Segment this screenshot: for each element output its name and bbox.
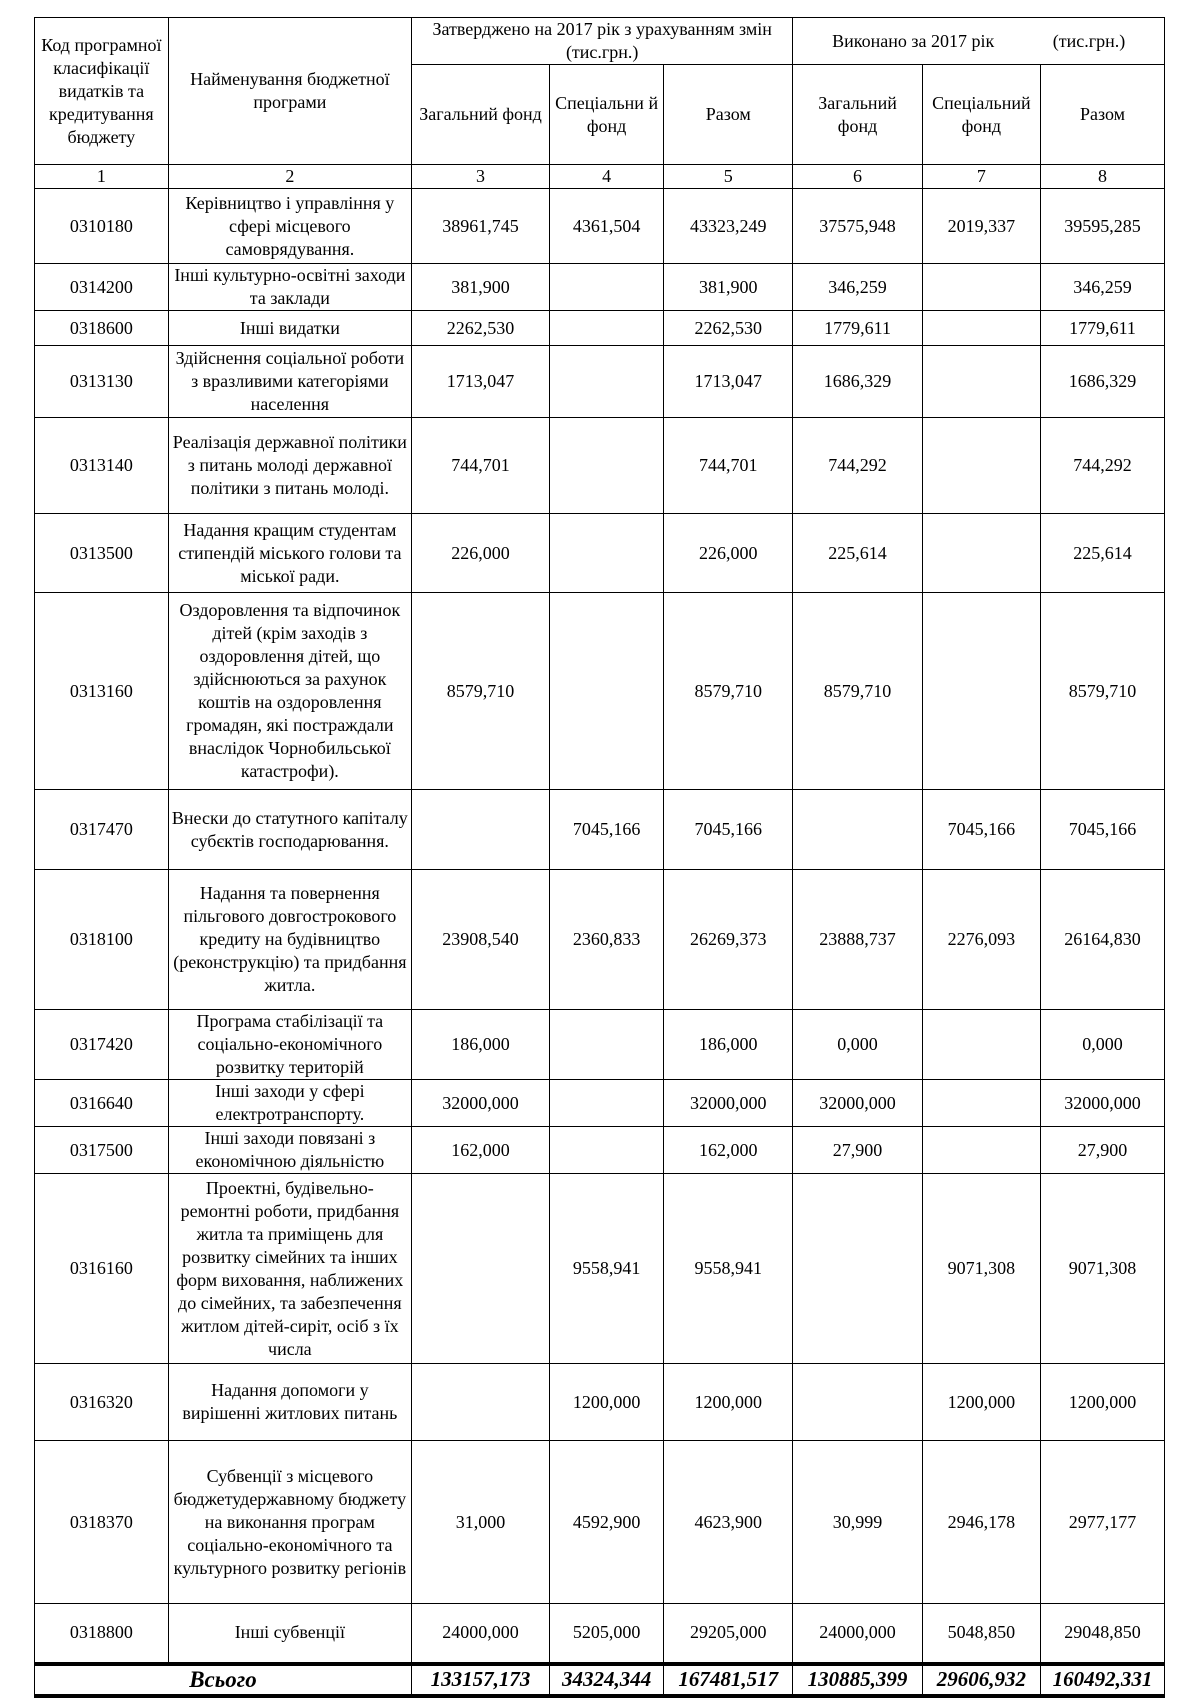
program-code: 0310180 bbox=[35, 189, 169, 264]
total-value: 130885,399 bbox=[793, 1664, 922, 1696]
program-code: 0313130 bbox=[35, 346, 169, 418]
index-cell: 3 bbox=[412, 165, 550, 189]
value-cell: 0,000 bbox=[793, 1010, 922, 1080]
table-row bbox=[35, 514, 1165, 593]
program-name: Надання кращим студентам стипендій міського голови та міської ради. bbox=[168, 514, 411, 593]
value-cell: 5205,000 bbox=[550, 1604, 664, 1664]
table-row bbox=[35, 1604, 1165, 1664]
value-cell: 1200,000 bbox=[1041, 1364, 1165, 1441]
total-value: 34324,344 bbox=[550, 1664, 664, 1696]
program-name: Внески до статутного капіталу субєктів господарювання. bbox=[168, 790, 411, 870]
table-row bbox=[35, 1080, 1165, 1127]
value-cell bbox=[550, 346, 664, 418]
program-name: Проектні, будівельно-ремонтні роботи, придбання житла та приміщень для розвитку сімейних та інших форм виховання, наближених до сімейних, та забезпечення житлом дітей-сиріт, осіб з їх числа bbox=[168, 1174, 411, 1364]
value-cell: 9071,308 bbox=[1041, 1174, 1165, 1364]
table-row bbox=[35, 1174, 1165, 1364]
program-name: Здійснення соціальної роботи з вразливими категоріями населення bbox=[168, 346, 411, 418]
index-cell: 7 bbox=[922, 165, 1040, 189]
value-cell bbox=[922, 514, 1040, 593]
program-name: Надання допомоги у вирішенні житлових питань bbox=[168, 1364, 411, 1441]
value-cell bbox=[550, 593, 664, 790]
index-cell: 5 bbox=[664, 165, 793, 189]
value-cell: 27,900 bbox=[793, 1127, 922, 1174]
value-cell bbox=[412, 1364, 550, 1441]
program-name: Інші культурно-освітні заходи та заклади bbox=[168, 264, 411, 311]
value-cell: 381,900 bbox=[664, 264, 793, 311]
program-name: Інші субвенції bbox=[168, 1604, 411, 1664]
total-value: 29606,932 bbox=[922, 1664, 1040, 1696]
value-cell: 23888,737 bbox=[793, 870, 922, 1010]
program-name: Інші видатки bbox=[168, 311, 411, 346]
value-cell bbox=[550, 311, 664, 346]
index-cell: 8 bbox=[1041, 165, 1165, 189]
value-cell: 162,000 bbox=[664, 1127, 793, 1174]
value-cell bbox=[550, 1127, 664, 1174]
value-cell: 7045,166 bbox=[664, 790, 793, 870]
value-cell: 226,000 bbox=[412, 514, 550, 593]
value-cell bbox=[412, 790, 550, 870]
header-sub: Разом bbox=[664, 65, 793, 165]
program-code: 0313140 bbox=[35, 418, 169, 514]
value-cell: 8579,710 bbox=[1041, 593, 1165, 790]
total-label: Всього bbox=[35, 1664, 412, 1696]
table-row bbox=[35, 1441, 1165, 1604]
index-cell: 6 bbox=[793, 165, 922, 189]
total-value: 167481,517 bbox=[664, 1664, 793, 1696]
program-name: Програма стабілізації та соціально-економічного розвитку територій bbox=[168, 1010, 411, 1080]
value-cell: 4592,900 bbox=[550, 1441, 664, 1604]
value-cell bbox=[922, 1080, 1040, 1127]
value-cell bbox=[793, 790, 922, 870]
program-code: 0318800 bbox=[35, 1604, 169, 1664]
value-cell: 346,259 bbox=[793, 264, 922, 311]
value-cell: 32000,000 bbox=[1041, 1080, 1165, 1127]
value-cell: 2019,337 bbox=[922, 189, 1040, 264]
value-cell bbox=[922, 346, 1040, 418]
value-cell: 744,292 bbox=[793, 418, 922, 514]
value-cell: 4623,900 bbox=[664, 1441, 793, 1604]
program-code: 0314200 bbox=[35, 264, 169, 311]
index-cell: 1 bbox=[35, 165, 169, 189]
program-name: Керівництво і управління у сфері місцевого самоврядування. bbox=[168, 189, 411, 264]
value-cell bbox=[793, 1174, 922, 1364]
value-cell: 225,614 bbox=[793, 514, 922, 593]
value-cell: 1686,329 bbox=[793, 346, 922, 418]
program-code: 0318600 bbox=[35, 311, 169, 346]
value-cell: 29205,000 bbox=[664, 1604, 793, 1664]
value-cell bbox=[550, 1080, 664, 1127]
table-row bbox=[35, 264, 1165, 311]
value-cell: 38961,745 bbox=[412, 189, 550, 264]
total-value: 160492,331 bbox=[1041, 1664, 1165, 1696]
value-cell: 43323,249 bbox=[664, 189, 793, 264]
header-executed-label: Виконано за 2017 рік bbox=[832, 30, 995, 51]
table-row bbox=[35, 593, 1165, 790]
total-value: 133157,173 bbox=[412, 1664, 550, 1696]
value-cell: 31,000 bbox=[412, 1441, 550, 1604]
program-name: Реалізація державної політики з питань молоді державної політики з питань молоді. bbox=[168, 418, 411, 514]
header-sub: Спеціальний фонд bbox=[922, 65, 1040, 165]
value-cell: 24000,000 bbox=[412, 1604, 550, 1664]
value-cell: 186,000 bbox=[664, 1010, 793, 1080]
value-cell bbox=[922, 264, 1040, 311]
value-cell: 8579,710 bbox=[412, 593, 550, 790]
value-cell: 24000,000 bbox=[793, 1604, 922, 1664]
header-executed bbox=[793, 18, 1165, 65]
value-cell: 26269,373 bbox=[664, 870, 793, 1010]
value-cell: 1200,000 bbox=[922, 1364, 1040, 1441]
value-cell: 1200,000 bbox=[664, 1364, 793, 1441]
program-code: 0313160 bbox=[35, 593, 169, 790]
table-row bbox=[35, 790, 1165, 870]
value-cell: 39595,285 bbox=[1041, 189, 1165, 264]
header-sub: Загальний фонд bbox=[793, 65, 922, 165]
value-cell bbox=[550, 514, 664, 593]
value-cell: 2946,178 bbox=[922, 1441, 1040, 1604]
program-code: 0316640 bbox=[35, 1080, 169, 1127]
value-cell: 26164,830 bbox=[1041, 870, 1165, 1010]
program-name: Оздоровлення та відпочинок дітей (крім заходів з оздоровлення дітей, що здійснюються за рахунок коштів на оздоровлення громадян, які постраждали внаслідок Чорнобильської катастрофи). bbox=[168, 593, 411, 790]
table-row bbox=[35, 418, 1165, 514]
header-sub: Спеціальни й фонд bbox=[550, 65, 664, 165]
value-cell: 8579,710 bbox=[793, 593, 922, 790]
table-row bbox=[35, 1127, 1165, 1174]
value-cell bbox=[922, 593, 1040, 790]
value-cell: 186,000 bbox=[412, 1010, 550, 1080]
header-sub: Загальний фонд bbox=[412, 65, 550, 165]
header-sub: Разом bbox=[1041, 65, 1165, 165]
index-cell: 2 bbox=[168, 165, 411, 189]
value-cell: 2977,177 bbox=[1041, 1441, 1165, 1604]
table-row bbox=[35, 870, 1165, 1010]
value-cell bbox=[793, 1364, 922, 1441]
program-code: 0316320 bbox=[35, 1364, 169, 1441]
value-cell: 29048,850 bbox=[1041, 1604, 1165, 1664]
value-cell: 1779,611 bbox=[793, 311, 922, 346]
program-name: Субвенції з місцевого бюджетудержавному бюджету на виконання програм соціально-економічного та культурного розвитку регіонів bbox=[168, 1441, 411, 1604]
value-cell: 9071,308 bbox=[922, 1174, 1040, 1364]
table-row bbox=[35, 189, 1165, 264]
value-cell: 1200,000 bbox=[550, 1364, 664, 1441]
value-cell: 2360,833 bbox=[550, 870, 664, 1010]
value-cell: 32000,000 bbox=[412, 1080, 550, 1127]
value-cell: 8579,710 bbox=[664, 593, 793, 790]
value-cell: 2262,530 bbox=[664, 311, 793, 346]
value-cell: 7045,166 bbox=[550, 790, 664, 870]
index-cell: 4 bbox=[550, 165, 664, 189]
program-code: 0313500 bbox=[35, 514, 169, 593]
value-cell: 5048,850 bbox=[922, 1604, 1040, 1664]
table-row bbox=[35, 1010, 1165, 1080]
value-cell: 1686,329 bbox=[1041, 346, 1165, 418]
value-cell bbox=[922, 418, 1040, 514]
value-cell: 1713,047 bbox=[412, 346, 550, 418]
program-code: 0317420 bbox=[35, 1010, 169, 1080]
program-code: 0316160 bbox=[35, 1174, 169, 1364]
value-cell: 346,259 bbox=[1041, 264, 1165, 311]
value-cell: 1713,047 bbox=[664, 346, 793, 418]
value-cell: 1779,611 bbox=[1041, 311, 1165, 346]
value-cell: 4361,504 bbox=[550, 189, 664, 264]
value-cell bbox=[922, 1010, 1040, 1080]
table-row bbox=[35, 311, 1165, 346]
value-cell: 9558,941 bbox=[664, 1174, 793, 1364]
program-code: 0318100 bbox=[35, 870, 169, 1010]
program-code: 0317470 bbox=[35, 790, 169, 870]
value-cell bbox=[550, 264, 664, 311]
table-row bbox=[35, 1364, 1165, 1441]
value-cell: 744,701 bbox=[664, 418, 793, 514]
value-cell: 27,900 bbox=[1041, 1127, 1165, 1174]
value-cell: 23908,540 bbox=[412, 870, 550, 1010]
value-cell: 32000,000 bbox=[793, 1080, 922, 1127]
value-cell: 744,701 bbox=[412, 418, 550, 514]
program-name: Надання та повернення пільгового довгострокового кредиту на будівництво (реконструкцію) та придбання житла. bbox=[168, 870, 411, 1010]
total-row bbox=[35, 1664, 1165, 1696]
value-cell bbox=[922, 311, 1040, 346]
header-code: Код програмної класифікації видатків та кредитування бюджету bbox=[35, 18, 169, 165]
program-name: Інші заходи у сфері електротранспорту. bbox=[168, 1080, 411, 1127]
value-cell: 226,000 bbox=[664, 514, 793, 593]
value-cell: 162,000 bbox=[412, 1127, 550, 1174]
value-cell: 2276,093 bbox=[922, 870, 1040, 1010]
header-row-1 bbox=[35, 18, 1165, 65]
value-cell bbox=[412, 1174, 550, 1364]
value-cell: 7045,166 bbox=[1041, 790, 1165, 870]
table-row bbox=[35, 346, 1165, 418]
value-cell bbox=[550, 1010, 664, 1080]
index-row bbox=[35, 165, 1165, 189]
program-code: 0318370 bbox=[35, 1441, 169, 1604]
value-cell: 0,000 bbox=[1041, 1010, 1165, 1080]
budget-table bbox=[34, 17, 1165, 1698]
header-approved: Затверджено на 2017 рік з урахуванням змін (тис.грн.) bbox=[412, 18, 793, 65]
value-cell bbox=[550, 418, 664, 514]
value-cell: 744,292 bbox=[1041, 418, 1165, 514]
value-cell: 225,614 bbox=[1041, 514, 1165, 593]
value-cell bbox=[922, 1127, 1040, 1174]
program-name: Інші заходи повязані з економічною діяльністю bbox=[168, 1127, 411, 1174]
program-code: 0317500 bbox=[35, 1127, 169, 1174]
value-cell: 37575,948 bbox=[793, 189, 922, 264]
header-executed-unit: (тис.грн.) bbox=[1052, 30, 1126, 51]
value-cell: 381,900 bbox=[412, 264, 550, 311]
value-cell: 9558,941 bbox=[550, 1174, 664, 1364]
value-cell: 2262,530 bbox=[412, 311, 550, 346]
value-cell: 30,999 bbox=[793, 1441, 922, 1604]
value-cell: 32000,000 bbox=[664, 1080, 793, 1127]
header-name: Найменування бюджетної програми bbox=[168, 18, 411, 165]
value-cell: 7045,166 bbox=[922, 790, 1040, 870]
